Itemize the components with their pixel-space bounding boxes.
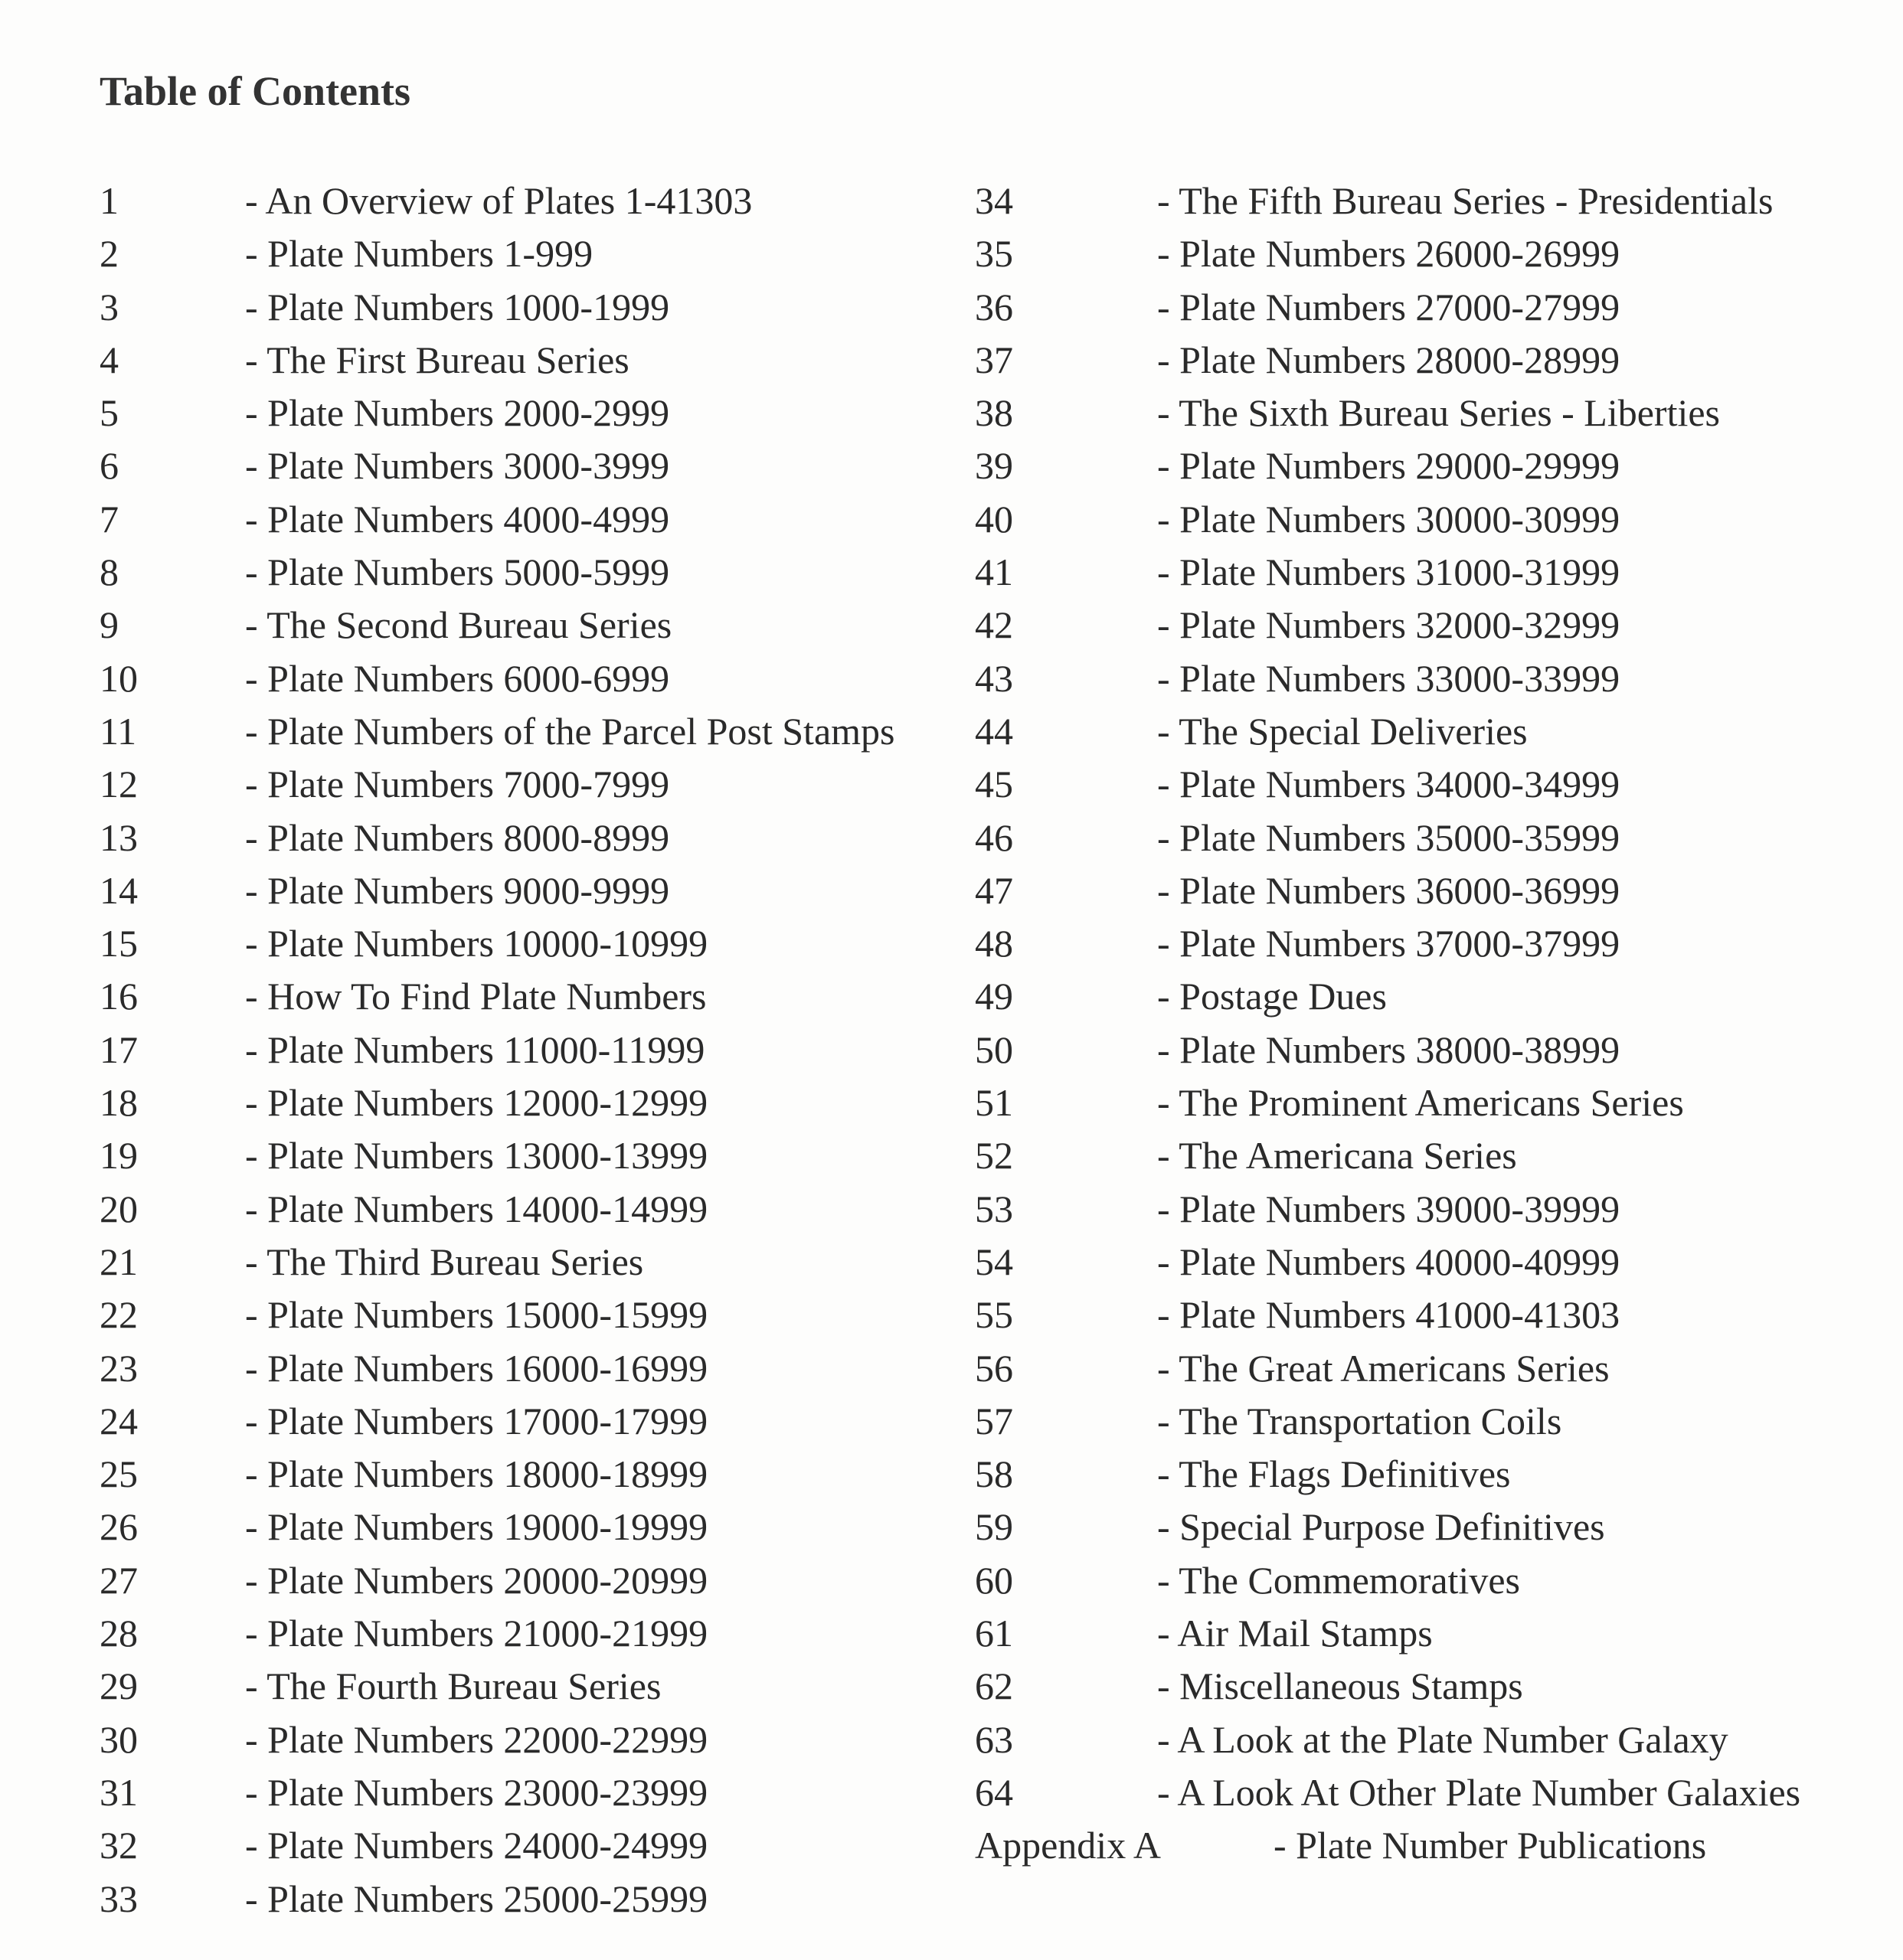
- chapter-number: 58: [975, 1452, 1013, 1496]
- chapter-title: - Plate Numbers 25000-25999: [245, 1877, 708, 1920]
- chapter-title: - Plate Numbers 22000-22999: [245, 1717, 708, 1761]
- chapter-number: 22: [100, 1293, 138, 1337]
- chapter-title: - Plate Numbers 29000-29999: [1157, 444, 1620, 488]
- chapter-title: - The Flags Definitives: [1157, 1452, 1511, 1496]
- chapter-number: 53: [975, 1187, 1013, 1230]
- chapter-title: - Postage Dues: [1157, 975, 1387, 1018]
- chapter-title: - The Special Deliveries: [1157, 709, 1528, 753]
- chapter-title: - Plate Numbers 34000-34999: [1157, 763, 1620, 806]
- chapter-number: 31: [100, 1770, 138, 1814]
- chapter-title: - Plate Numbers 32000-32999: [1157, 603, 1620, 647]
- chapter-number: 37: [975, 338, 1013, 381]
- chapter-number: 18: [100, 1081, 138, 1125]
- chapter-number: 56: [975, 1346, 1013, 1390]
- chapter-number: 16: [100, 975, 138, 1018]
- chapter-number: 1: [100, 179, 119, 222]
- chapter-title: - Miscellaneous Stamps: [1157, 1664, 1523, 1708]
- chapter-title: - Plate Numbers 27000-27999: [1157, 285, 1620, 328]
- chapter-number: 44: [975, 709, 1013, 753]
- chapter-title: - Plate Numbers 18000-18999: [245, 1452, 708, 1496]
- chapter-title: - A Look at the Plate Number Galaxy: [1157, 1717, 1728, 1761]
- chapter-title: - The Second Bureau Series: [245, 603, 672, 647]
- chapter-title: - Plate Numbers 37000-37999: [1157, 922, 1620, 965]
- chapter-number: 57: [975, 1399, 1013, 1442]
- chapter-title: - Plate Numbers 1-999: [245, 232, 593, 276]
- chapter-number: 40: [975, 497, 1013, 541]
- chapter-title: - Plate Numbers of the Parcel Post Stamps: [245, 709, 895, 753]
- chapter-title: - Plate Numbers 28000-28999: [1157, 338, 1620, 381]
- chapter-number: 14: [100, 868, 138, 912]
- chapter-title: - Plate Numbers 8000-8999: [245, 815, 670, 859]
- chapter-number: 4: [100, 338, 119, 381]
- chapter-title: - The Prominent Americans Series: [1157, 1081, 1684, 1125]
- chapter-number: 63: [975, 1717, 1013, 1761]
- chapter-number: 25: [100, 1452, 138, 1496]
- chapter-number: 39: [975, 444, 1013, 488]
- chapter-number: 3: [100, 285, 119, 328]
- chapter-title: - Plate Numbers 9000-9999: [245, 868, 670, 912]
- chapter-number: 23: [100, 1346, 138, 1390]
- chapter-number: 42: [975, 603, 1013, 647]
- chapter-number: 29: [100, 1664, 138, 1708]
- chapter-number: 26: [100, 1505, 138, 1549]
- chapter-title: - Plate Numbers 5000-5999: [245, 550, 670, 594]
- chapter-number: 13: [100, 815, 138, 859]
- chapter-number: 17: [100, 1027, 138, 1071]
- chapter-number: 46: [975, 815, 1013, 859]
- chapter-title: - Plate Numbers 31000-31999: [1157, 550, 1620, 594]
- chapter-number: 64: [975, 1770, 1013, 1814]
- chapter-title: - Plate Numbers 19000-19999: [245, 1505, 708, 1549]
- chapter-title: - Plate Numbers 20000-20999: [245, 1558, 708, 1602]
- chapter-title: - Plate Numbers 38000-38999: [1157, 1027, 1620, 1071]
- chapter-title: - Plate Numbers 4000-4999: [245, 497, 670, 541]
- chapter-title: - Plate Numbers 14000-14999: [245, 1187, 708, 1230]
- chapter-title: - Plate Numbers 6000-6999: [245, 656, 670, 700]
- chapter-title: - Plate Numbers 10000-10999: [245, 922, 708, 965]
- chapter-number: 30: [100, 1717, 138, 1761]
- chapter-number: 33: [100, 1877, 138, 1920]
- chapter-number: 2: [100, 232, 119, 276]
- chapter-title: - Special Purpose Definitives: [1157, 1505, 1605, 1549]
- chapter-title: - Plate Numbers 17000-17999: [245, 1399, 708, 1442]
- chapter-title: - The Transportation Coils: [1157, 1399, 1562, 1442]
- chapter-title: - The Fifth Bureau Series - Presidentials: [1157, 179, 1774, 222]
- chapter-title: - Plate Numbers 24000-24999: [245, 1824, 708, 1867]
- chapter-number: 15: [100, 922, 138, 965]
- appendix-title: - Plate Number Publications: [1274, 1824, 1707, 1867]
- chapter-title: - The Fourth Bureau Series: [245, 1664, 662, 1708]
- chapter-number: 8: [100, 550, 119, 594]
- chapter-title: - Plate Numbers 33000-33999: [1157, 656, 1620, 700]
- chapter-title: - The Americana Series: [1157, 1134, 1517, 1178]
- chapter-title: - Air Mail Stamps: [1157, 1612, 1433, 1655]
- chapter-title: - Plate Numbers 3000-3999: [245, 444, 670, 488]
- chapter-number: 27: [100, 1558, 138, 1602]
- chapter-number: 12: [100, 763, 138, 806]
- chapter-number: 5: [100, 391, 119, 435]
- chapter-number: 51: [975, 1081, 1013, 1125]
- chapter-title: - Plate Numbers 21000-21999: [245, 1612, 708, 1655]
- chapter-title: - Plate Numbers 40000-40999: [1157, 1240, 1620, 1283]
- chapter-number: 36: [975, 285, 1013, 328]
- chapter-title: - Plate Numbers 12000-12999: [245, 1081, 708, 1125]
- chapter-number: 59: [975, 1505, 1013, 1549]
- chapter-title: - Plate Numbers 41000-41303: [1157, 1293, 1620, 1337]
- chapter-number: 34: [975, 179, 1013, 222]
- chapter-number: 6: [100, 444, 119, 488]
- chapter-number: 48: [975, 922, 1013, 965]
- chapter-number: 54: [975, 1240, 1013, 1283]
- chapter-number: 21: [100, 1240, 138, 1283]
- chapter-title: - Plate Numbers 16000-16999: [245, 1346, 708, 1390]
- chapter-title: - An Overview of Plates 1-41303: [245, 179, 753, 222]
- chapter-number: 45: [975, 763, 1013, 806]
- chapter-title: - Plate Numbers 13000-13999: [245, 1134, 708, 1178]
- chapter-title: - A Look At Other Plate Number Galaxies: [1157, 1770, 1801, 1814]
- chapter-number: 32: [100, 1824, 138, 1867]
- chapter-number: 28: [100, 1612, 138, 1655]
- chapter-title: - Plate Numbers 2000-2999: [245, 391, 670, 435]
- chapter-title: - Plate Numbers 15000-15999: [245, 1293, 708, 1337]
- chapter-number: 61: [975, 1612, 1013, 1655]
- chapter-number: 19: [100, 1134, 138, 1178]
- chapter-title: - Plate Numbers 7000-7999: [245, 763, 670, 806]
- chapter-title: - The Sixth Bureau Series - Liberties: [1157, 391, 1721, 435]
- chapter-number: 38: [975, 391, 1013, 435]
- appendix-label: Appendix A: [975, 1824, 1162, 1867]
- page-title: Table of Contents: [100, 68, 411, 114]
- chapter-number: 62: [975, 1664, 1013, 1708]
- chapter-number: 47: [975, 868, 1013, 912]
- chapter-number: 24: [100, 1399, 138, 1442]
- chapter-title: - Plate Numbers 35000-35999: [1157, 815, 1620, 859]
- chapter-number: 35: [975, 232, 1013, 276]
- chapter-title: - Plate Numbers 39000-39999: [1157, 1187, 1620, 1230]
- chapter-number: 10: [100, 656, 138, 700]
- chapter-number: 11: [100, 709, 137, 753]
- chapter-number: 7: [100, 497, 119, 541]
- chapter-number: 43: [975, 656, 1013, 700]
- chapter-number: 60: [975, 1558, 1013, 1602]
- chapter-title: - Plate Numbers 11000-11999: [245, 1027, 705, 1071]
- chapter-number: 52: [975, 1134, 1013, 1178]
- chapter-title: - Plate Numbers 30000-30999: [1157, 497, 1620, 541]
- chapter-title: - The First Bureau Series: [245, 338, 629, 381]
- chapter-number: 50: [975, 1027, 1013, 1071]
- chapter-title: - Plate Numbers 23000-23999: [245, 1770, 708, 1814]
- chapter-number: 55: [975, 1293, 1013, 1337]
- chapter-number: 49: [975, 975, 1013, 1018]
- chapter-title: - How To Find Plate Numbers: [245, 975, 707, 1018]
- chapter-title: - The Commemoratives: [1157, 1558, 1520, 1602]
- chapter-title: - Plate Numbers 1000-1999: [245, 285, 670, 328]
- chapter-number: 20: [100, 1187, 138, 1230]
- chapter-title: - The Third Bureau Series: [245, 1240, 644, 1283]
- chapter-number: 9: [100, 603, 119, 647]
- chapter-number: 41: [975, 550, 1013, 594]
- chapter-title: - Plate Numbers 36000-36999: [1157, 868, 1620, 912]
- chapter-title: - The Great Americans Series: [1157, 1346, 1610, 1390]
- chapter-title: - Plate Numbers 26000-26999: [1157, 232, 1620, 276]
